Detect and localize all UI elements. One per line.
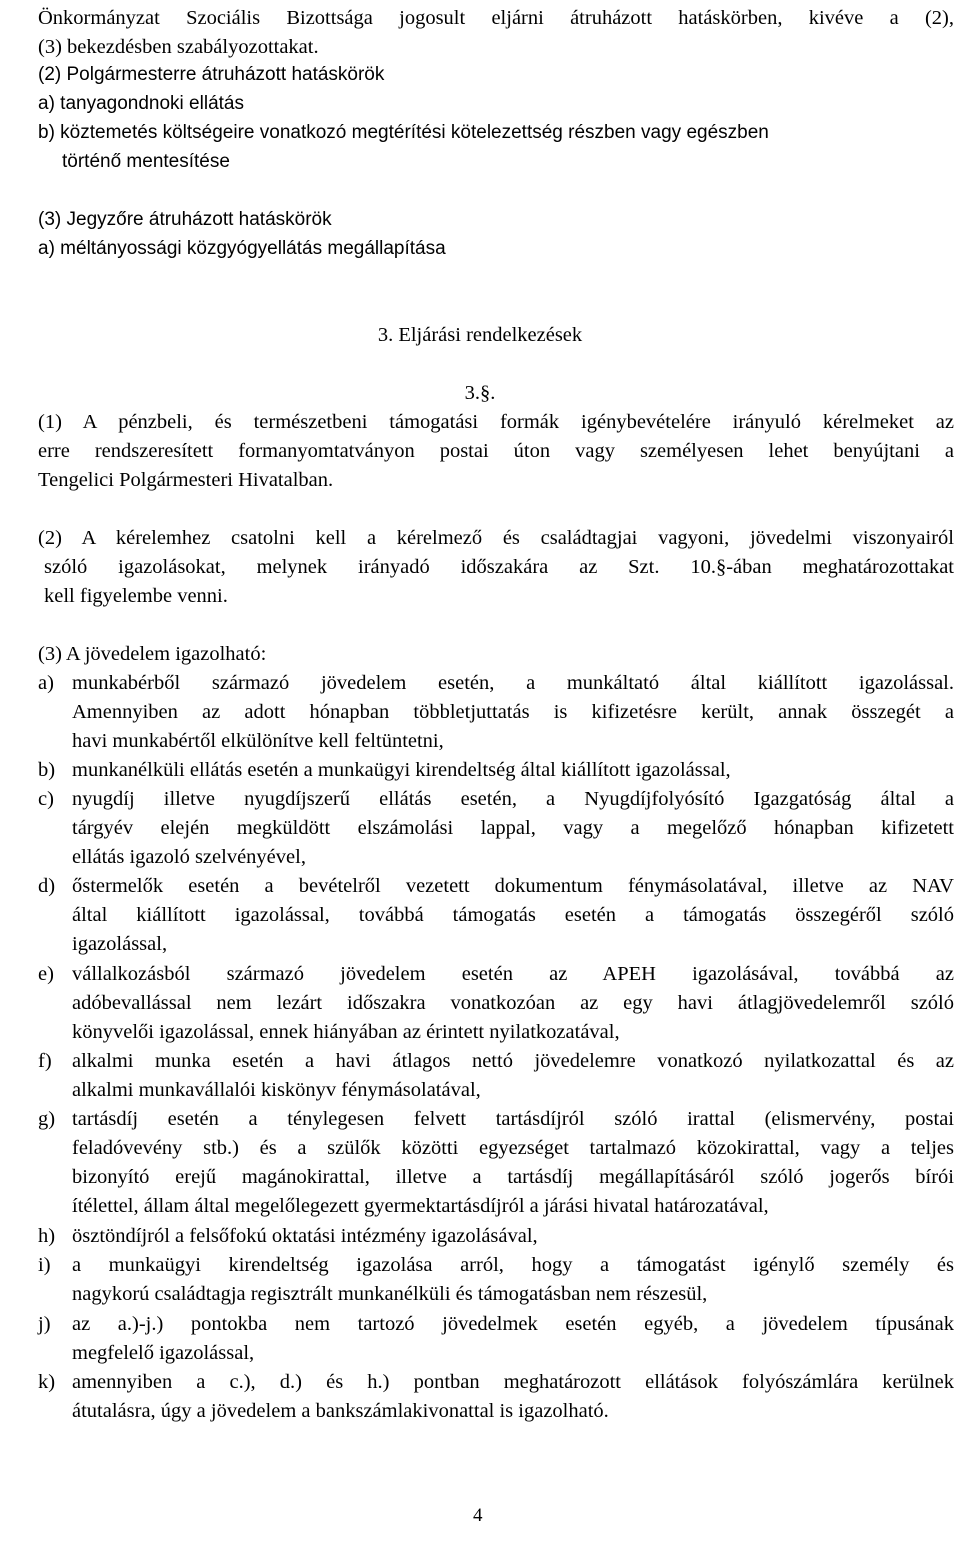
section-title: 3. Eljárási rendelkezések — [377, 324, 583, 346]
mayor-item-b-line-1: b) köztemetés költségeire vonatkozó megtérítési kötelezettség részben vagy egészben — [38, 122, 769, 143]
item-c-label: c) — [38, 788, 54, 810]
item-e-line-2: adóbevallással nem lezárt időszakra vonatkozóan az egy havi átlagjövedelemről szóló — [72, 992, 954, 1014]
mayor-heading: (2) Polgármesterre átruházott hatáskörök — [38, 64, 385, 85]
item-f-line-2: alkalmi munkavállalói kiskönyv fénymásolatával, — [72, 1079, 481, 1101]
notary-item-a: a) méltányossági közgyógyellátás megállapítása — [38, 238, 446, 259]
item-g-line-2: feladóvevény stb.) és a szülők közötti egyezséget tartalmazó közokirattal, vagy a teljes — [72, 1137, 954, 1159]
item-h-line-1: ösztöndíjról a felsőfokú oktatási intézmény igazolásával, — [72, 1225, 538, 1247]
item-c-line-2: tárgyév elején megküldött elszámolási lappal, vagy a megelőző hónapban kifizetett — [72, 817, 954, 839]
item-g-label: g) — [38, 1108, 56, 1130]
item-e-label: e) — [38, 963, 54, 985]
item-h-label: h) — [38, 1225, 56, 1247]
p2-line-1: (2) A kérelemhez csatolni kell a kérelmező és családtagjai vagyoni, jövedelmi viszonyairól — [38, 527, 954, 549]
item-a-label: a) — [38, 672, 54, 694]
item-j-line-2: megfelelő igazolással, — [72, 1342, 255, 1364]
item-i-label: i) — [38, 1254, 51, 1276]
item-c-line-1: nyugdíj illetve nyugdíjszerű ellátás esetén, a Nyugdíjfolyósító Igazgatóság által a — [72, 788, 954, 810]
item-g-line-1: tartásdíj esetén a ténylegesen felvett tartásdíjról szóló irattal (elismervény, postai — [72, 1108, 954, 1130]
intro-line-2: (3) bekezdésben szabályozottakat. — [38, 36, 319, 58]
item-c-line-3: ellátás igazoló szelvényével, — [72, 846, 306, 868]
item-b-label: b) — [38, 759, 56, 781]
item-a-line-3: havi munkabértől elkülönítve kell feltüntetni, — [72, 730, 444, 752]
p2-line-2: szóló igazolásokat, melynek irányadó időszakára az Szt. 10.§-ában meghatározottakat — [44, 556, 954, 578]
item-f-line-1: alkalmi munka esetén a havi átlagos nettó jövedelemre vonatkozó nyilatkozattal és az — [72, 1050, 954, 1072]
p1-line-1: (1) A pénzbeli, és természetbeni támogatási formák igénybevételére irányuló kérelmeket az — [38, 411, 954, 433]
item-d-line-1: őstermelők esetén a bevételről vezetett dokumentum fénymásolatával, illetve az NAV — [72, 875, 954, 897]
mayor-item-b-line-2: történő mentesítése — [62, 151, 230, 172]
item-d-line-3: igazolással, — [72, 933, 168, 955]
item-d-label: d) — [38, 875, 56, 897]
p3-heading: (3) A jövedelem igazolható: — [38, 643, 267, 665]
item-a-line-1: munkabérből származó jövedelem esetén, a munkáltató által kiállított igazolással. — [72, 672, 954, 694]
p1-line-2: erre rendszeresített formanyomtatványon postai úton vagy személyesen lehet benyújtani a — [38, 440, 954, 462]
item-d-line-2: által kiállított igazolással, továbbá támogatás esetén a támogatás összegéről szóló — [72, 904, 954, 926]
item-e-line-3: könyvelői igazolással, ennek hiányában az érintett nyilatkozatával, — [72, 1021, 620, 1043]
p2-line-3: kell figyelembe venni. — [44, 585, 228, 607]
notary-heading: (3) Jegyzőre átruházott hatáskörök — [38, 209, 332, 230]
intro-line-1: Önkormányzat Szociális Bizottsága jogosult eljárni átruházott hatáskörben, kivéve a (2), — [38, 7, 954, 29]
item-j-label: j) — [38, 1313, 51, 1335]
item-a-line-2: Amennyiben az adott hónapban többletjuttatás is kifizetésre került, annak összegét a — [72, 701, 954, 723]
item-k-line-1: amennyiben a c.), d.) és h.) pontban meghatározott ellátások folyószámlára kerülnek — [72, 1371, 954, 1393]
item-b-line-1: munkanélküli ellátás esetén a munkaügyi kirendeltség által kiállított igazolással, — [72, 759, 731, 781]
item-k-label: k) — [38, 1371, 56, 1393]
mayor-item-a: a) tanyagondnoki ellátás — [38, 93, 244, 114]
item-i-line-2: nagykorú családtagja regisztrált munkanélküli és támogatásban nem részesül, — [72, 1283, 708, 1305]
item-e-line-1: vállalkozásból származó jövedelem esetén az APEH igazolásával, továbbá az — [72, 963, 954, 985]
item-f-label: f) — [38, 1050, 52, 1072]
item-g-line-3: bizonyító erejű magánokirattal, illetve a tartásdíj megállapításáról szóló jogerős bírói — [72, 1166, 954, 1188]
item-k-line-2: átutalásra, úgy a jövedelem a bankszámlakivonattal is igazolható. — [72, 1400, 609, 1422]
item-i-line-1: a munkaügyi kirendeltség igazolása arról, hogy a támogatást igénylő személy és — [72, 1254, 954, 1276]
item-j-line-1: az a.)-j.) pontokba nem tartozó jövedelmek esetén egyéb, a jövedelem típusának — [72, 1313, 954, 1335]
paragraph-mark: 3.§. — [464, 382, 496, 404]
page-number: 4 — [473, 1505, 483, 1526]
p1-line-3: Tengelici Polgármesteri Hivatalban. — [38, 469, 334, 491]
item-g-line-4: ítélettel, állam által megelőlegezett gyermektartásdíjról a járási hivatal határozatával, — [72, 1195, 769, 1217]
